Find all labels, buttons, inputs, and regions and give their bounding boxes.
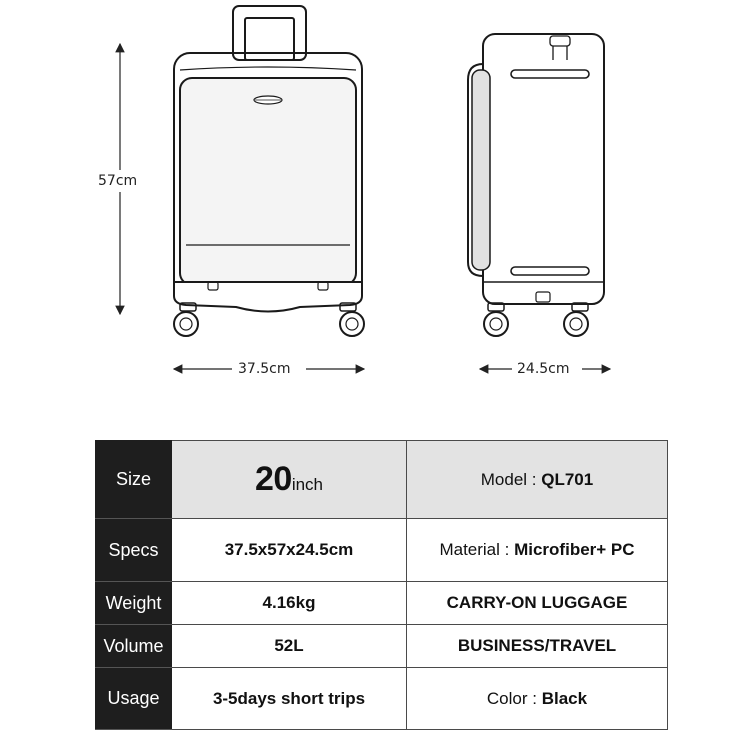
type-cell: CARRY-ON LUGGAGE bbox=[407, 582, 668, 625]
material-cell bbox=[407, 519, 668, 582]
material-value: Microfiber+ PC bbox=[514, 540, 635, 559]
row-label-usage: Usage bbox=[96, 668, 172, 730]
row-label-specs: Specs bbox=[96, 519, 172, 582]
size-value-cell bbox=[172, 441, 407, 519]
volume-value-cell: 52L bbox=[172, 625, 407, 668]
table-row bbox=[96, 582, 668, 625]
front-pocket-panel bbox=[180, 78, 356, 285]
row-label-weight: Weight bbox=[96, 582, 172, 625]
material-label: Material : bbox=[439, 540, 515, 559]
height-dimension-label: 57cm bbox=[95, 173, 140, 189]
model-cell bbox=[407, 441, 668, 519]
color-value: Black bbox=[541, 688, 588, 708]
side-bottom-grip bbox=[511, 267, 589, 275]
row-label-size: Size bbox=[96, 441, 172, 519]
front-telescopic-handle bbox=[233, 6, 306, 60]
weight-value-cell: 4.16kg bbox=[172, 582, 407, 625]
usage-value-cell: 3-5days short trips bbox=[172, 668, 407, 730]
side-zipper-pull bbox=[550, 36, 570, 60]
size-unit: inch bbox=[291, 475, 323, 494]
specs-value-cell: 37.5x57x24.5cm bbox=[172, 519, 407, 582]
front-view-suitcase bbox=[174, 6, 364, 336]
side-body-shell bbox=[483, 34, 604, 304]
model-value: QL701 bbox=[541, 469, 594, 489]
table-row bbox=[96, 668, 668, 730]
side-wheels bbox=[484, 303, 588, 336]
row-label-volume: Volume bbox=[96, 625, 172, 668]
table-row bbox=[96, 519, 668, 582]
side-depth-dimension-label: 24.5cm bbox=[514, 361, 573, 377]
table-row bbox=[96, 625, 668, 668]
specifications-table bbox=[95, 440, 668, 730]
color-cell bbox=[407, 668, 668, 730]
front-base-plate bbox=[174, 282, 362, 312]
table-row bbox=[96, 441, 668, 519]
model-label: Model : bbox=[480, 469, 542, 489]
side-top-grip bbox=[511, 70, 589, 78]
side-view-suitcase bbox=[468, 34, 604, 336]
purpose-cell: BUSINESS/TRAVEL bbox=[407, 625, 668, 668]
front-width-dimension-label: 37.5cm bbox=[235, 361, 294, 377]
color-label: Color : bbox=[486, 688, 542, 708]
brand-logo-badge bbox=[254, 96, 282, 104]
size-number: 20 bbox=[254, 460, 292, 498]
